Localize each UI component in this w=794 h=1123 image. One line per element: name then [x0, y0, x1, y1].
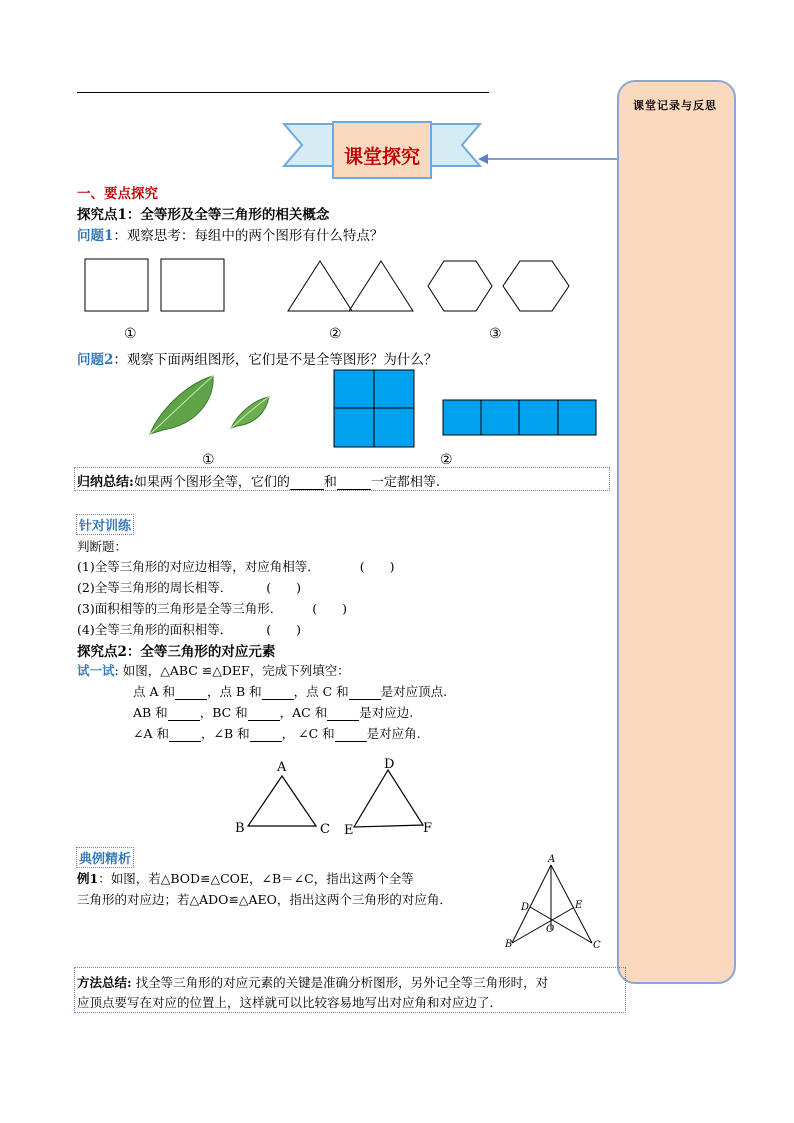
fig-label-A: A — [548, 854, 556, 865]
blank-angle-3[interactable] — [335, 729, 367, 742]
vertex-text-d: 是对应顶点. — [380, 684, 448, 699]
example-text-2: 三角形的对应边；若△ADO≌△AEO，指出这两个三角形的对应角． — [77, 892, 452, 907]
q2-label-1: ① — [202, 452, 215, 468]
hexagon-left — [428, 261, 492, 311]
triangle-right — [349, 261, 413, 311]
vertex-text-a: 点 A 和 — [133, 684, 175, 699]
blank-side-3[interactable] — [327, 708, 359, 721]
triangles-abc-def-figure — [232, 756, 442, 842]
side-panel-title: 课堂记录与反思 — [633, 99, 717, 112]
angle-text-d: 是对应角. — [366, 726, 421, 741]
label-E: E — [344, 823, 354, 838]
answer-paren[interactable]: ( ) — [266, 622, 301, 637]
label-A: A — [277, 760, 287, 775]
question2-text: ：观察下面两组图形，它们是不是全等图形？为什么？ — [113, 352, 438, 368]
summary-text-c: 一定都相等. — [370, 475, 440, 490]
training-item-text: (4)全等三角形的面积相等． — [77, 622, 233, 637]
fig-label-O: O — [546, 924, 555, 935]
question2-label: 问题2 — [77, 352, 114, 368]
label-C: C — [320, 822, 330, 837]
group-label-2: ② — [329, 326, 342, 342]
question1-text: ：观察思考：每组中的两个图形有什么特点？ — [113, 228, 384, 244]
triangle-left — [288, 261, 352, 311]
section-heading: 一、要点探究 — [77, 186, 158, 202]
answer-paren[interactable]: ( ) — [359, 559, 395, 574]
point2-title: 探究点2：全等三角形的对应元素 — [77, 644, 276, 660]
summary-line — [77, 471, 440, 490]
example-line-1 — [77, 869, 414, 887]
blank-side-2[interactable] — [248, 708, 280, 721]
method-text-1: 找全等三角形的对应元素的关键是准确分析图形，另外记全等三角形时，对 — [131, 975, 549, 990]
point1-title: 探究点1：全等形及全等三角形的相关概念 — [77, 207, 330, 223]
angle-text-a: ∠A 和 — [133, 726, 169, 741]
side-line — [133, 703, 413, 721]
side-text-d: 是对应边. — [359, 705, 414, 720]
question2 — [77, 348, 437, 368]
method-label: 方法总结: — [77, 975, 132, 990]
blank-vertex-b[interactable] — [175, 687, 207, 700]
group-label-1: ① — [124, 326, 137, 342]
blank-1[interactable] — [290, 477, 324, 490]
training-item-1 — [77, 557, 394, 575]
label-F: F — [423, 821, 433, 836]
group-label-3: ③ — [489, 326, 502, 342]
side-text-b: ，BC 和 — [199, 705, 248, 720]
method-text-2: 应顶点要写在对应的位置上，这样就可以比较容易地写出对应角和对应边了． — [77, 995, 503, 1010]
angle-line — [133, 724, 421, 742]
example-tag: 典例精析 — [76, 847, 134, 868]
small-leaf-icon — [231, 397, 269, 428]
training-tag: 针对训练 — [76, 514, 134, 535]
triangle-def — [354, 770, 423, 827]
square-right — [161, 259, 224, 311]
training-item-4 — [77, 620, 301, 638]
training-item-3 — [77, 599, 347, 617]
congruent-shapes-figure — [82, 256, 578, 316]
blank-2[interactable] — [337, 477, 371, 490]
fig-label-E: E — [575, 900, 583, 911]
summary-text-b: 和 — [323, 475, 337, 490]
angle-text-c: ， ∠C 和 — [281, 726, 335, 741]
hexagon-right — [503, 261, 569, 311]
training-item-2 — [77, 578, 301, 596]
pointer-arrow-icon — [476, 150, 618, 170]
training-item-text: (1)全等三角形的对应边相等，对应角相等． — [77, 559, 320, 574]
side-notes-panel — [617, 80, 736, 984]
blank-vertex-f[interactable] — [349, 687, 381, 700]
training-intro: 判断题： — [77, 539, 128, 554]
summary-text-a: 如果两个图形全等，它们的 — [133, 475, 290, 490]
blank-angle-1[interactable] — [169, 729, 201, 742]
side-text-a: AB 和 — [133, 705, 168, 720]
blue-tiles-figure — [332, 368, 600, 448]
side-text-c: ，AC 和 — [279, 705, 328, 720]
summary-label: 归纳总结: — [77, 475, 134, 490]
leaf-images — [145, 372, 275, 438]
example-text-1: ：如图，若△BOD≌△COE，∠B＝∠C，指出这两个全等 — [98, 871, 414, 886]
large-leaf-icon — [150, 376, 213, 434]
try-text: : 如图，△ABC ≌△DEF，完成下列填空： — [114, 663, 350, 678]
square-left — [85, 259, 148, 311]
blank-vertex-e[interactable] — [262, 687, 294, 700]
example-label: 例1 — [77, 871, 99, 886]
answer-paren[interactable]: ( ) — [312, 601, 347, 616]
triangle-abc — [248, 776, 316, 826]
q2-label-2: ② — [440, 452, 453, 468]
question1-label: 问题1 — [77, 228, 114, 244]
try-label: 试一试 — [77, 663, 115, 678]
training-item-text: (3)面积相等的三角形是全等三角形． — [77, 601, 283, 616]
vertex-text-c: ，点 C 和 — [293, 684, 349, 699]
vertex-line — [133, 682, 447, 700]
question1 — [77, 224, 383, 244]
fig-label-B: B — [505, 939, 513, 950]
method-line-1 — [77, 973, 548, 991]
fig-label-C: C — [593, 940, 601, 951]
angle-text-b: ，∠B 和 — [200, 726, 250, 741]
label-D: D — [384, 757, 395, 772]
banner-title: 课堂探究 — [343, 146, 420, 168]
blank-angle-2[interactable] — [250, 729, 282, 742]
top-rule — [77, 92, 489, 93]
training-item-text: (2)全等三角形的周长相等． — [77, 580, 233, 595]
try-line — [77, 661, 350, 679]
blank-side-1[interactable] — [168, 708, 200, 721]
label-B: B — [235, 821, 245, 836]
vertex-text-b: ，点 B 和 — [206, 684, 262, 699]
answer-paren[interactable]: ( ) — [266, 580, 301, 595]
fig-label-D: D — [521, 902, 530, 913]
